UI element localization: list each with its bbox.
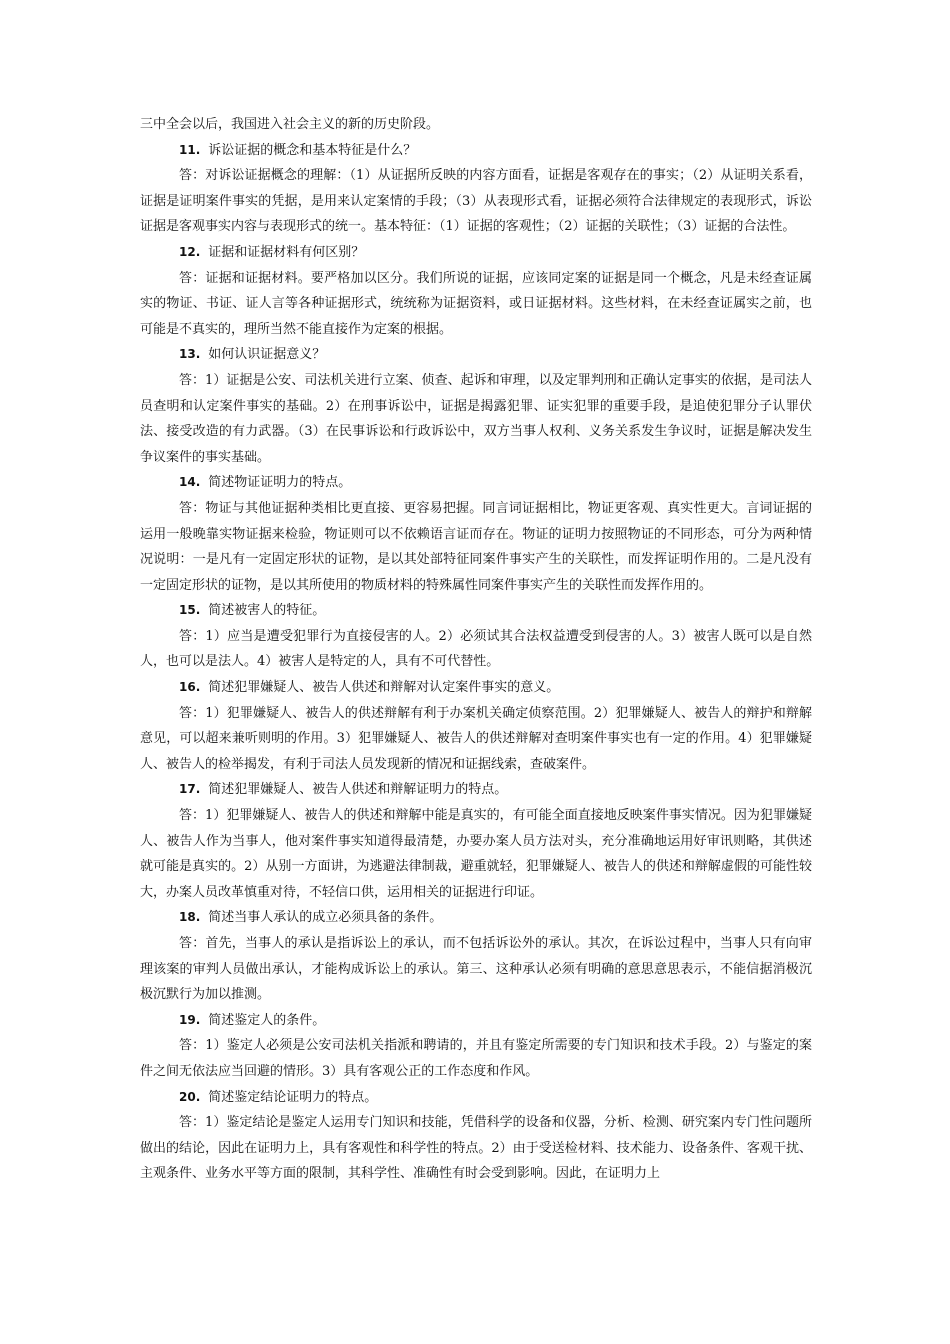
answer-20: 答：1）鉴定结论是鉴定人运用专门知识和技能，凭借科学的设备和仪器，分析、检测、研究案内专门性问题所做出的结论，因此在证明力上，具有客观性和科学性的特点。2）由于受送检材料、技术能力、设备条件、客观干扰、主观条件、业务水平等方面的限制，其科学性、准确性有时会受到影响。因此，在证明力上 xyxy=(140,1115,812,1182)
question-14 xyxy=(140,470,812,496)
question-number: 17. xyxy=(179,782,201,797)
question-text: 简述犯罪嫌疑人、被告人供述和辩解对认定案件事实的意义。 xyxy=(208,680,560,696)
lead-paragraph: 三中全会以后，我国进入社会主义的新的历史阶段。 xyxy=(140,117,440,132)
question-text: 诉讼证据的概念和基本特征是什么？ xyxy=(208,142,417,158)
question-text: 简述鉴定结论证明力的特点。 xyxy=(208,1089,378,1105)
answer-18: 答：首先，当事人的承认是指诉讼上的承认，而不包括诉讼外的承认。其次，在诉讼过程中，当事人只有向审理该案的审判人员做出承认，才能构成诉讼上的承认。第三、这种承认必须有明确的意思意思表示，不能信据消极沉极沉默行为加以推测。 xyxy=(140,936,812,1003)
question-18 xyxy=(140,905,812,931)
question-number: 18. xyxy=(179,910,201,925)
question-text: 简述鉴定人的条件。 xyxy=(208,1012,326,1028)
question-number: 12. xyxy=(179,244,201,259)
question-number: 20. xyxy=(179,1089,201,1104)
question-20 xyxy=(140,1085,812,1111)
answer-12: 答：证据和证据材料。要严格加以区分。我们所说的证据，应该同定案的证据是同一个概念，凡是未经查证属实的物证、书证、证人言等各种证据形式，统统称为证据资料，或日证据材料。这些材料，在未经查证属实之前，也可能是不真实的，理所当然不能直接作为定案的根据。 xyxy=(140,270,812,337)
question-number: 15. xyxy=(179,603,201,618)
question-text: 简述犯罪嫌疑人、被告人供述和辩解证明力的特点。 xyxy=(208,782,508,798)
answer-19: 答：1）鉴定人必须是公安司法机关指派和聘请的，并且有鉴定所需要的专门知识和技术手段。2）与鉴定的案件之间无依法应当回避的情形。3）具有客观公正的工作态度和作风。 xyxy=(140,1038,812,1079)
answer-17: 答：1）犯罪嫌疑人、被告人的供述和辩解中能是真实的，有可能全面直接地反映案件事实情况。因为犯罪嫌疑人、被告人作为当事人，他对案件事实知道得最清楚，办要办案人员方法对头，充分准确地运用好审讯则略，其供述就可能是真实的。2）从别一方面讲，为逃避法律制裁，避重就轻，犯罪嫌疑人、被告人的供述和辩解虚假的可能性较大，办案人员改革慎重对待，不轻信口供，运用相关的证据进行印证。 xyxy=(140,808,812,900)
question-text: 如何认识证据意义？ xyxy=(208,347,326,363)
question-text: 证据和证据材料有何区别？ xyxy=(208,244,365,260)
question-12 xyxy=(140,240,812,266)
question-number: 16. xyxy=(179,680,201,695)
question-17 xyxy=(140,777,812,803)
question-text: 简述被害人的特征。 xyxy=(208,603,326,619)
question-number: 19. xyxy=(179,1012,201,1027)
document-body xyxy=(140,112,812,1187)
question-number: 14. xyxy=(179,475,201,490)
answer-16: 答：1）犯罪嫌疑人、被告人的供述辩解有利于办案机关确定侦察范围。2）犯罪嫌疑人、被告人的辩护和辩解意见，可以超来兼听则明的作用。3）犯罪嫌疑人、被告人的供述辩解对查明案件事实也有一定的作用。4）犯罪嫌疑人、被告人的检举揭发，有利于司法人员发现新的情况和证据线索，查破案件。 xyxy=(140,705,812,772)
question-text: 简述物证证明力的特点。 xyxy=(208,475,352,491)
question-number: 13. xyxy=(179,347,201,362)
answer-15: 答：1）应当是遭受犯罪行为直接侵害的人。2）必须试其合法权益遭受到侵害的人。3）被害人既可以是自然人，也可以是法人。4）被害人是特定的人，具有不可代替性。 xyxy=(140,628,812,670)
question-16 xyxy=(140,675,812,701)
answer-11: 答：对诉讼证据概念的理解：（1）从证据所反映的内容方面看，证据是客观存在的事实；（2）从证明关系看，证据是证明案件事实的凭据，是用来认定案情的手段；（3）从表现形式看，证据必须符合法律规定的表现形式，诉讼证据是客观事实内容与表现形式的统一。基本特征：（1）证据的客观性；（2）证据的关联性；（3）证据的合法性。 xyxy=(140,168,812,235)
answer-13: 答：1）证据是公安、司法机关进行立案、侦查、起诉和审理，以及定罪判刑和正确认定事实的依据，是司法人员查明和认定案件事实的基础。2）在刑事诉讼中，证据是揭露犯罪、证实犯罪的重要手段，是追使犯罪分子认罪伏法、接受改造的有力武器。（3）在民事诉讼和行政诉讼中，双方当事人权利、义务关系发生争议时，证据是解决发生争议案件的事实基础。 xyxy=(140,372,812,465)
question-number: 11. xyxy=(179,142,201,157)
answer-14: 答：物证与其他证据种类相比更直接、更容易把握。同言词证据相比，物证更客观、真实性更大。言词证据的运用一般晚靠实物证据来检验，物证则可以不依赖语言证而存在。物证的证明力按照物证的不同形态，可分为两种情况说明：一是凡有一定固定形状的证物，是以其处部特征同案件事实产生的关联性，而发挥证明作用的。二是凡没有一定固定形状的证物，是以其所使用的物质材料的特殊属性同案件事实产生的关联性而发挥作用的。 xyxy=(140,500,812,593)
question-11 xyxy=(140,138,812,164)
question-text: 简述当事人承认的成立必须具备的条件。 xyxy=(208,910,443,926)
question-15 xyxy=(140,598,812,624)
question-13 xyxy=(140,342,812,368)
question-19 xyxy=(140,1008,812,1034)
